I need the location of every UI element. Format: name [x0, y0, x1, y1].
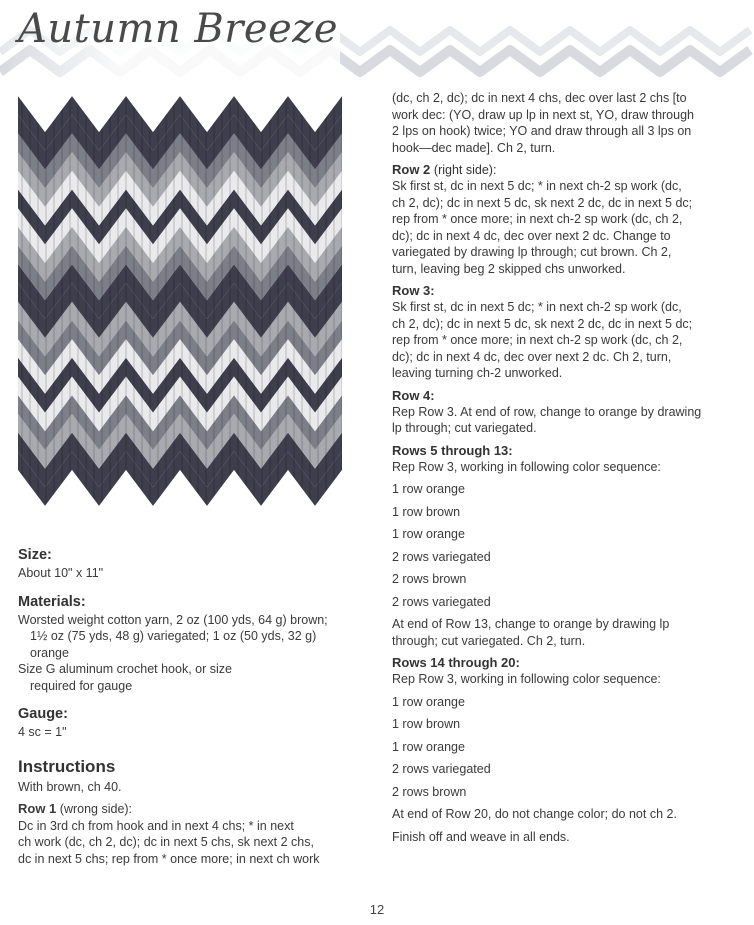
- row1-cont-line: hook—dec made]. Ch 2, turn.: [392, 140, 556, 155]
- rows14-20-end: At end of Row 20, do not change color; do not ch 2.: [392, 807, 677, 821]
- ripple-afghan-image: [18, 96, 342, 506]
- row2-line: turn, leaving beg 2 skipped chs unworked.: [392, 261, 626, 276]
- materials-line: Size G aluminum crochet hook, or size: [18, 662, 232, 676]
- rows14-20-intro: Rep Row 3, working in following color sequence:: [392, 672, 661, 686]
- row2-line: Sk first st, dc in next 5 dc; * in next ch-2 sp work (dc,: [392, 179, 682, 193]
- row3-heading: Row 3:: [392, 283, 435, 298]
- color-sequence-item: 1 row orange: [392, 527, 465, 541]
- row2-heading-line: [392, 162, 742, 177]
- instructions-start: With brown, ch 40.: [18, 779, 122, 794]
- row2-line: variegated by drawing lp through; cut brown. Ch 2,: [392, 245, 672, 259]
- row1-line: ch work (dc, ch 2, dc); dc in next 5 chs, sk next 2 chs,: [18, 835, 314, 849]
- row4-line: Rep Row 3. At end of row, change to orange by drawing: [392, 404, 702, 419]
- page-title: Autumn Breeze: [18, 6, 338, 52]
- materials-line: required for gauge: [30, 678, 133, 693]
- page-number: 12: [369, 902, 385, 917]
- crochet-swatch-photo: [18, 96, 342, 506]
- row3-line: dc); dc in next 4 dc, dec over next 2 dc. Ch 2, turn,: [392, 349, 672, 364]
- instructions-column: [392, 90, 742, 851]
- color-sequence-item: 1 row orange: [392, 739, 465, 754]
- row1-note: (wrong side):: [59, 802, 133, 816]
- size-heading: Size:: [18, 547, 52, 563]
- color-sequence-item: 1 row orange: [392, 694, 465, 709]
- rows14-20-heading: Rows 14 through 20:: [392, 655, 520, 670]
- finish-text: Finish off and weave in all ends.: [392, 829, 570, 844]
- row2-line: dc); dc in next 4 dc, dec over next 2 dc. Change to: [392, 228, 671, 243]
- row1-cont-line: work dec: (YO, draw up lp in next st, YO, draw through: [392, 107, 694, 122]
- rows5-13-heading: Rows 5 through 13:: [392, 442, 513, 458]
- row1-heading: Row 1: [18, 801, 57, 816]
- row2-line: rep from * once more; in next ch-2 sp work (dc, ch 2,: [392, 212, 683, 226]
- row1-heading-line: [18, 801, 363, 818]
- row1-line: dc in next 5 chs; rep from * once more; in next ch work: [18, 851, 320, 866]
- color-sequence-item: 2 rows brown: [392, 784, 467, 799]
- instructions-heading: Instructions: [18, 756, 116, 776]
- color-sequence-item: 1 row brown: [392, 717, 461, 731]
- row2-line: ch 2, dc); dc in next 5 dc, sk next 2 dc, dc in next 5 dc;: [392, 195, 693, 210]
- row2-note: (right side):: [433, 163, 497, 177]
- gauge-text: 4 sc = 1": [18, 725, 67, 739]
- color-sequence-item: 1 row brown: [392, 504, 461, 519]
- materials-line: 1½ oz (75 yds, 48 g) variegated; 1 oz (50 yds, 32 g): [30, 629, 317, 643]
- materials-line: Worsted weight cotton yarn, 2 oz (100 yds, 64 g) brown;: [18, 612, 328, 627]
- row1-line: Dc in 3rd ch from hook and in next 4 chs; * in next: [18, 818, 294, 833]
- row3-line: Sk first st, dc in next 5 dc; * in next ch-2 sp work (dc,: [392, 300, 682, 314]
- row3-line: ch 2, dc); dc in next 5 dc, sk next 2 dc, dc in next 5 dc;: [392, 316, 693, 331]
- row3-line: rep from * once more; in next ch-2 sp work (dc, ch 2,: [392, 333, 683, 347]
- materials-heading: Materials:: [18, 593, 86, 610]
- materials-column: [18, 547, 363, 867]
- color-sequence-item: 2 rows variegated: [392, 762, 491, 776]
- row4-line: lp through; cut variegated.: [392, 421, 537, 435]
- rows5-13-intro: Rep Row 3, working in following color sequence:: [392, 459, 661, 474]
- color-sequence-item: 2 rows variegated: [392, 549, 491, 564]
- row4-heading: Row 4:: [392, 387, 435, 403]
- size-text: About 10" x 11": [18, 566, 104, 580]
- stitch-texture: [18, 451, 342, 506]
- row1-cont-line: (dc, ch 2, dc); dc in next 4 chs, dec over last 2 chs [to: [392, 91, 687, 105]
- materials-line: orange: [30, 645, 69, 660]
- color-sequence-item: 1 row orange: [392, 482, 465, 496]
- row2-heading: Row 2: [392, 162, 431, 177]
- page-header: [0, 0, 754, 88]
- row1-cont-line: 2 lps on hook) twice; YO and draw through all 3 lps on: [392, 124, 692, 138]
- gauge-heading: Gauge:: [18, 706, 68, 722]
- color-sequence-item: 2 rows brown: [392, 572, 467, 586]
- rows5-13-end-line: At end of Row 13, change to orange by drawing lp: [392, 617, 670, 631]
- row3-line: leaving turning ch-2 unworked.: [392, 366, 563, 380]
- rows5-13-end-line: through; cut variegated. Ch 2, turn.: [392, 633, 586, 648]
- color-sequence-item: 2 rows variegated: [392, 594, 491, 609]
